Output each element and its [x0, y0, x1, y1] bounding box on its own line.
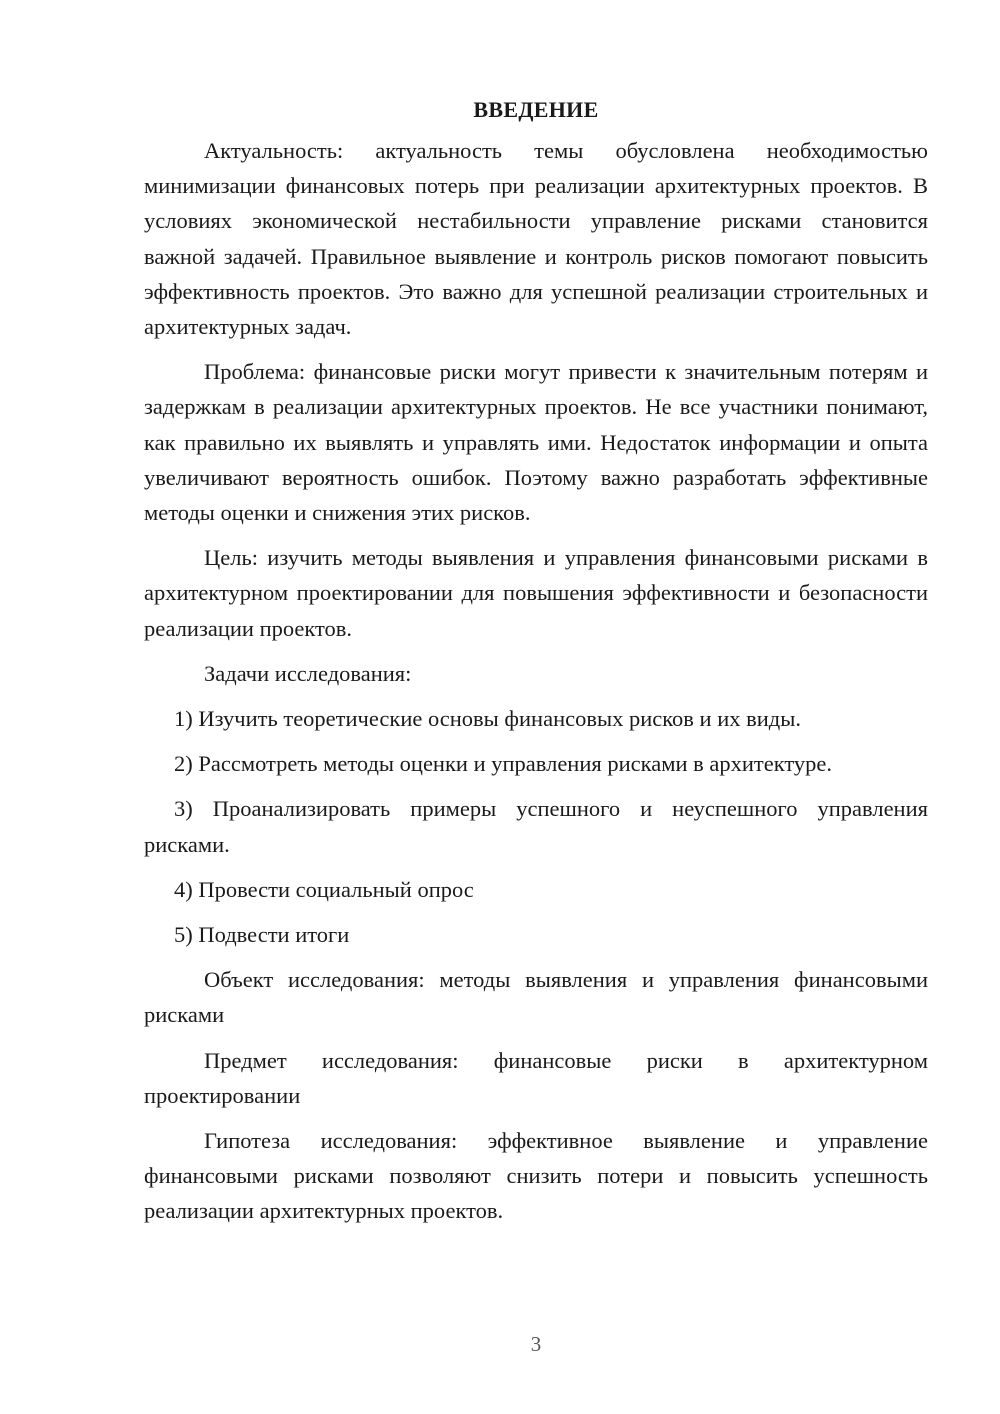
page-number: 3: [530, 1332, 542, 1356]
paragraph-tasks-heading: Задачи исследования:: [204, 660, 412, 686]
task-item-5: 5) Подвести итоги: [174, 922, 350, 948]
task-item-2: 2) Рассмотреть методы оценки и управления рисками в архитектуре.: [174, 751, 832, 777]
page-title: ВВЕДЕНИЕ: [473, 97, 599, 122]
task-item-3: 3) Проанализировать примеры успешного и неуспешного управления рисками.: [144, 796, 928, 857]
paragraph-object: Объект исследования: методы выявления и управления финансовыми рисками: [144, 967, 928, 1028]
paragraph-subject: Предмет исследования: финансовые риски в архитектурном проектировании: [144, 1047, 928, 1108]
paragraph-goal: Цель: изучить методы выявления и управления финансовыми рисками в архитектурном проектировании для повышения эффективности и безопасности реализации проектов.: [144, 545, 928, 641]
task-item-4: 4) Провести социальный опрос: [174, 876, 474, 902]
paragraph-relevance: Актуальность: актуальность темы обусловлена необходимостью минимизации финансовых потерь при реализации архитектурных проектов. В условиях экономической нестабильности управление рисками становится важной задачей. Правильное выявление и контроль рисков помогают повысить эффективность проектов. Это важно для успешной реализации строительных и архитектурных задач.: [144, 138, 928, 340]
document-page: [144, 92, 928, 1239]
paragraph-problem: Проблема: финансовые риски могут привести к значительным потерям и задержкам в реализации архитектурных проектов. Не все участники понимают, как правильно их выявлять и управлять ими. Недостаток информации и опыта увеличивают вероятность ошибок. Поэтому важно разработать эффективные методы оценки и снижения этих рисков.: [144, 359, 928, 526]
task-item-1: 1) Изучить теоретические основы финансовых рисков и их виды.: [174, 706, 801, 732]
paragraph-hypothesis: Гипотеза исследования: эффективное выявление и управление финансовыми рисками позволяют снизить потери и повысить успешность реализации архитектурных проектов.: [144, 1128, 928, 1224]
